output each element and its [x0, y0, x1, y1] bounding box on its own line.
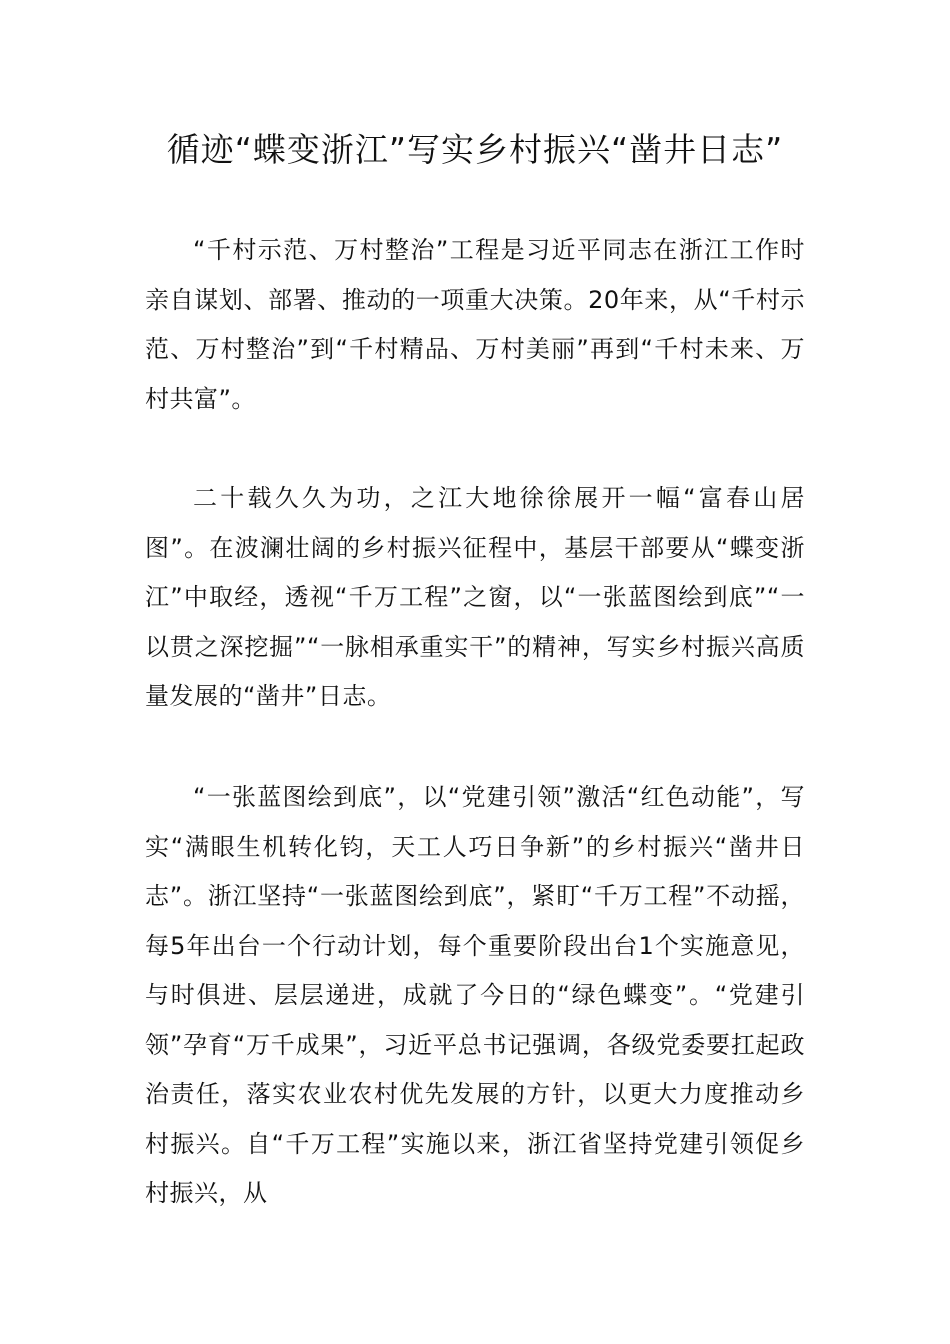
- paragraph-3: “一张蓝图绘到底”，以“党建引领”激活“红色动能”，写实“满眼生机转化钧，天工人巧日争新”的乡村振兴“凿井日志”。浙江坚持“一张蓝图绘到底”，紧盯“千万工程”不动摇，每5年出台一个行动计划，每个重要阶段出台1个实施意见，与时俱进、层层递进，成就了今日的“绿色蝶变”。“党建引领”孕育“万千成果”，习近平总书记强调，各级党委要扛起政治责任，落实农业农村优先发展的方针，以更大力度推动乡村振兴。自“千万工程”实施以来，浙江省坚持党建引领促乡村振兴，从: [145, 783, 805, 1207]
- document-title: 循迹“蝶变浙江”写实乡村振兴“凿井日志”: [166, 130, 784, 169]
- paragraph-1: “千村示范、万村整治”工程是习近平同志在浙江工作时亲自谋划、部署、推动的一项重大决策。20年来，从“千村示范、万村整治”到“千村精品、万村美丽”再到“千村未来、万村共富”。: [145, 236, 805, 413]
- paragraph-2: 二十载久久为功，之江大地徐徐展开一幅“富春山居图”。在波澜壮阔的乡村振兴征程中，基层干部要从“蝶变浙江”中取经，透视“千万工程”之窗，以“一张蓝图绘到底”“一以贯之深挖掘”“一脉相承重实干”的精神，写实乡村振兴高质量发展的“凿井”日志。: [145, 484, 805, 710]
